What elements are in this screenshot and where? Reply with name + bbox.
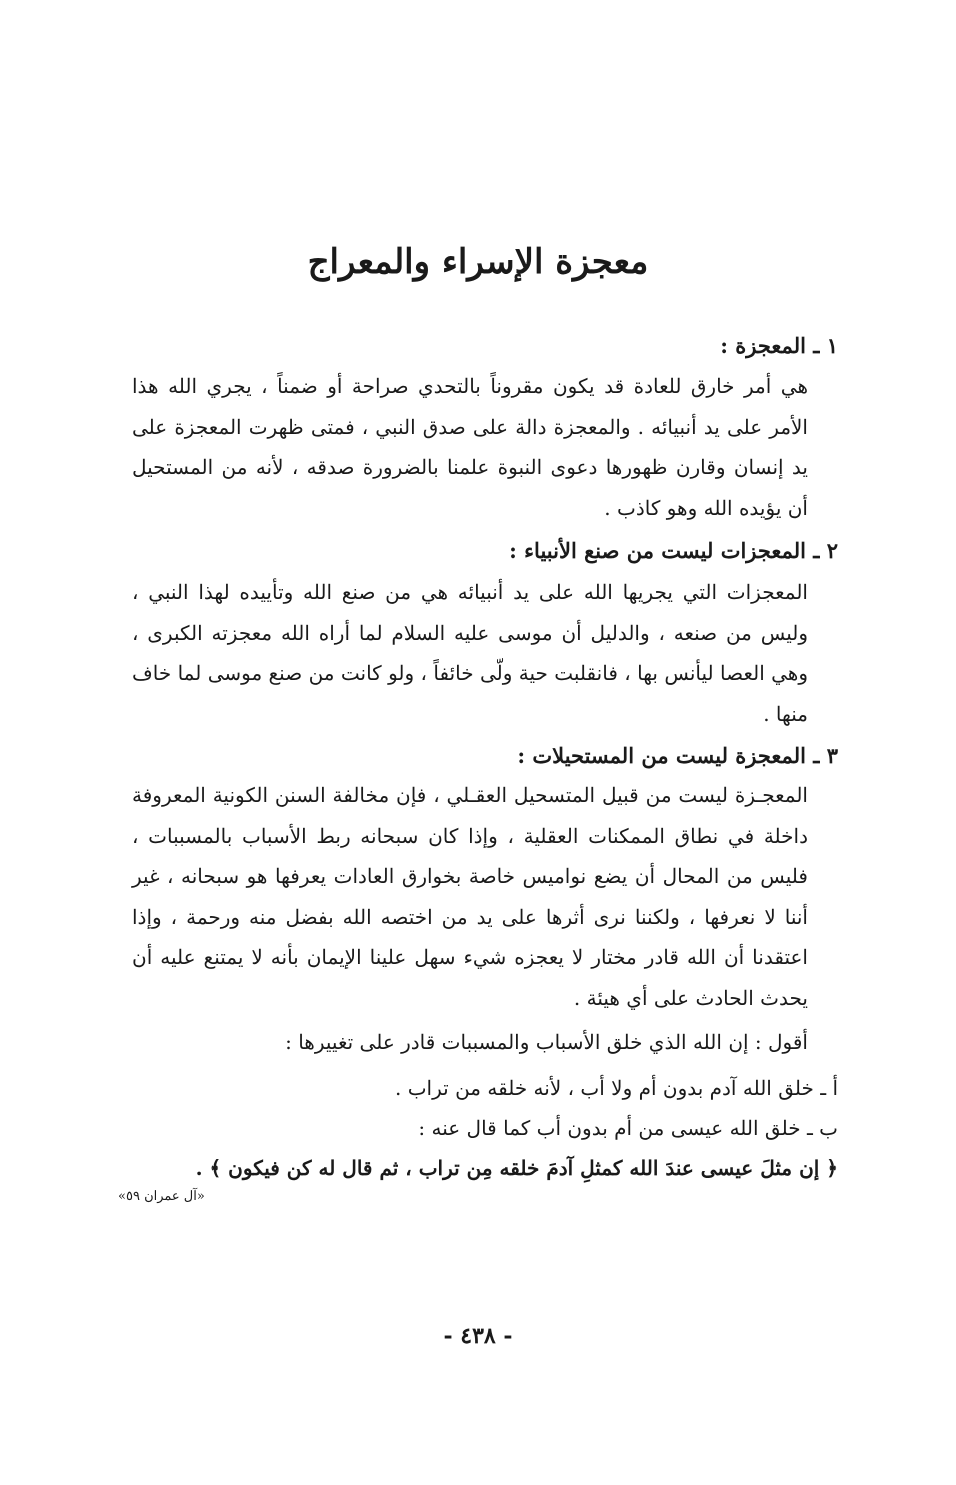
section-1-paragraph: هي أمر خارق للعادة قد يكون مقروناً بالتحدي صراحة أو ضمناً ، يجري الله هذا الأمر على يد أنبيائه . والمعجزة دالة على صدق النبي ، فمتى ظهرت المعجزة على يد إنسان وقارن ظهورها دعوى النبوة علمنا بالضرورة صدقه ، لأنه من المستحيل أن يؤيده الله وهو كاذب . (132, 374, 808, 520)
section-2-heading: ٢ ـ المعجزات ليست من صنع الأنبياء : (509, 538, 838, 563)
section-1-heading: ١ ـ المعجزة : (720, 333, 838, 358)
section-2-paragraph: المعجزات التي يجريها الله على يد أنبيائه هي من صنع الله وتأييده لهذا النبي ، وليس من صنعه ، والدليل أن موسى عليه السلام لما أراه الله معجزته الكبرى ، وهي العصا ليأنس بها ، فانقلبت حية ولّى خائفاً ، ولو كانت من صنع موسى لما خاف منها . (132, 580, 808, 726)
section-3-paragraph: المعجـزة ليست من قبيل المتسحيل العقـلي ، فإن مخالفة السنن الكونية المعروفة داخلة في نطاق الممكنات العقلية ، وإذا كان سبحانه ربط الأسباب بالمسببات ، فليس من المحال أن يضع نواميس خاصة بخوارق العادات يعرفها هو سبحانه ، غير أننا لا نعرفها ، ولكننا نرى أثرها على يد من اختصه الله بفضل منه ورحمة ، وإذا اعتقدنا أن الله قادر مختار لا يعجزه شيء سهل علينا الإيمان بأنه لا يمتنع عليه أن يحدث الحادث على أي هيئة . (132, 783, 808, 1010)
section-3-heading: ٣ ـ المعجزة ليست من المستحيلات : (517, 743, 838, 768)
quran-verse: ﴿ إن مثلَ عيسى عندَ الله كمثلِ آدمَ خلقه مِن تراب ، ثم قال له كن فيكون ﴾ . (195, 1156, 838, 1180)
point-a: أ ـ خلق الله آدم بدون أم ولا أب ، لأنه خلقه من تراب . (395, 1076, 838, 1100)
aqul-statement: أقول : إن الله الذي خلق الأسباب والمسببات قادر على تغييرها : (285, 1030, 808, 1054)
page-number: - ٤٣٨ - (443, 1323, 513, 1349)
quran-reference: «آل عمران ٥٩» (118, 1189, 205, 1204)
point-b: ب ـ خلق الله عيسى من أم بدون أب كما قال عنه : (418, 1116, 838, 1140)
page-title: معجزة الإسراء والمعراج (307, 242, 649, 282)
